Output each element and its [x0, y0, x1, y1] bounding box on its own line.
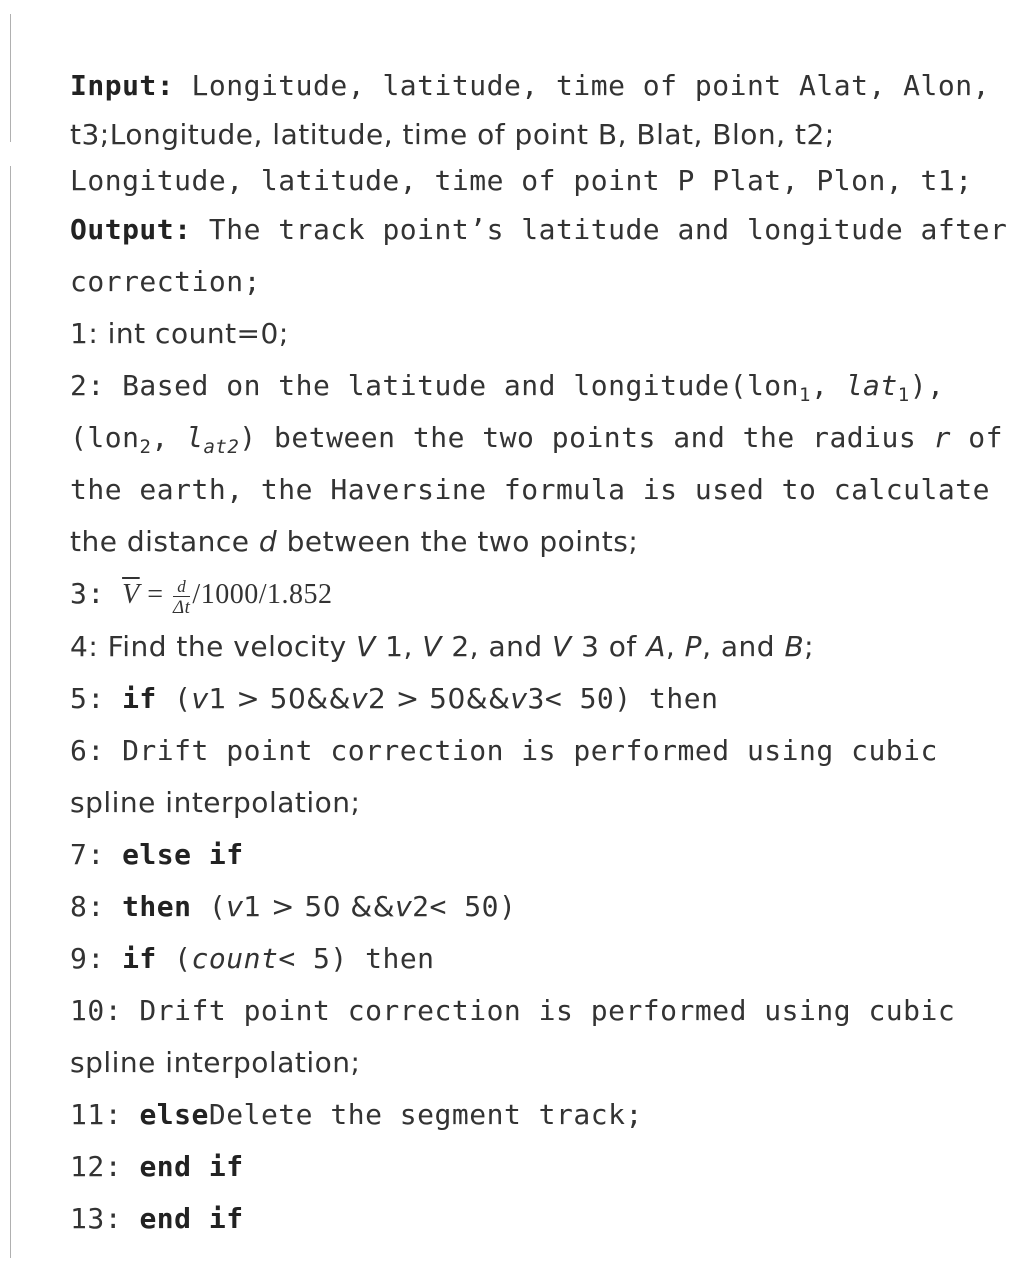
step-5-if: if [122, 682, 157, 715]
step-2-sub-1: 1 [799, 384, 811, 406]
step-13-num: 13: [70, 1202, 140, 1235]
step-6-line-2 [70, 777, 1015, 829]
step-7 [70, 829, 1015, 881]
step-12-kw: end if [139, 1150, 244, 1183]
step-4-B: B [784, 630, 805, 663]
step-8-kw: then [122, 890, 192, 923]
input-text-3: Longitude, latitude, time of point P Plat, Plon, t1; [70, 164, 973, 197]
step-8-num: 8: [70, 890, 123, 923]
step-2b-rest: ) between the two points and the radius [239, 421, 934, 454]
left-border-top [10, 14, 11, 142]
step-11-num: 11: [70, 1098, 140, 1131]
step-2b-open: (lon [70, 421, 140, 454]
step-8-v2: v [395, 890, 413, 923]
step-8-v1: v [226, 890, 244, 923]
step-4-A: A [646, 630, 666, 663]
step-3-eq: = [139, 579, 171, 610]
output-text-2: correction; [70, 265, 261, 298]
step-5-v2: v [350, 682, 369, 715]
step-5-d: 3< 50) then [527, 682, 719, 715]
step-4-a: 4: Find the velocity [70, 630, 357, 663]
step-3-frac-num: d [173, 578, 190, 597]
output-label: Output: [70, 213, 192, 246]
step-4-v2: V [422, 630, 442, 663]
step-2-text-a: 2: Based on the latitude and longitude(lon [70, 369, 800, 402]
step-11 [70, 1089, 1015, 1141]
step-2d-b: between the two points; [277, 525, 639, 558]
step-10b: spline interpolation; [70, 1046, 361, 1079]
step-8-c: 2< 50) [412, 890, 517, 923]
output-text-1: The track point’s latitude and longitude after [191, 213, 1008, 246]
step-7-kw: else if [122, 838, 244, 871]
step-4-f: , and [702, 630, 785, 663]
step-5-b: 1 > 50&& [208, 682, 351, 715]
step-4-P: P [684, 630, 703, 663]
step-12 [70, 1141, 1015, 1193]
step-2-line-1 [70, 360, 1015, 412]
step-5-v3: v [510, 682, 528, 715]
output-line-1 [70, 204, 1015, 256]
step-4-c: 2, and [441, 630, 553, 663]
input-line-3 [70, 158, 1015, 204]
step-3-rest: /1000/1.852 [192, 579, 333, 610]
step-9-b: < 5) then [278, 942, 435, 975]
step-13-kw: end if [139, 1202, 244, 1235]
step-6-line-1 [70, 725, 1015, 777]
step-4-e: , [665, 630, 685, 663]
input-line-1 [70, 60, 1015, 112]
input-text-1: Longitude, latitude, time of point Alat, Alon, [174, 69, 990, 102]
step-11-kw: else [139, 1098, 209, 1131]
step-5 [70, 673, 1015, 725]
step-3-num: 3: [70, 577, 123, 610]
step-8 [70, 881, 1015, 933]
step-4 [70, 621, 1015, 673]
step-9-a: ( [156, 942, 192, 975]
step-1-text: 1: int count=0; [70, 317, 289, 350]
step-3-fraction [173, 578, 190, 617]
left-border-bottom [10, 166, 11, 1258]
step-6a: 6: Drift point correction is performed using cubic [70, 734, 938, 767]
step-2-lat: lat [845, 369, 898, 402]
step-4-b: 1, [375, 630, 423, 663]
step-8-a: ( [191, 890, 227, 923]
step-2b-r: r [933, 421, 951, 454]
step-10-line-1 [70, 985, 1015, 1037]
step-4-d: 3 of [571, 630, 647, 663]
step-4-v3: V [552, 630, 572, 663]
step-10-line-2 [70, 1037, 1015, 1089]
step-2-line-4 [70, 516, 1015, 568]
step-8-b: 1 > 50 && [243, 890, 396, 923]
step-2-sub-2: 1 [897, 384, 910, 406]
step-2d-d: d [258, 525, 278, 558]
input-line-2 [70, 112, 1015, 158]
step-9 [70, 933, 1015, 985]
step-3 [70, 568, 1015, 621]
step-3-v-bar: $\overline{V}$ [122, 579, 140, 610]
step-9-kw: if [122, 942, 157, 975]
step-2b-of: of [950, 421, 1004, 454]
step-9-num: 9: [70, 942, 123, 975]
step-2b-sub-1: 2 [139, 436, 152, 458]
step-5-num: 5: [70, 682, 123, 715]
step-6b: spline interpolation; [70, 786, 361, 819]
step-5-a: ( [156, 682, 192, 715]
step-1 [70, 308, 1015, 360]
step-7-num: 7: [70, 838, 123, 871]
step-2c-text: the earth, the Haversine formula is used to calculate [70, 473, 990, 506]
step-2-line-3 [70, 464, 1015, 516]
step-10a: 10: Drift point correction is performed using cubic [70, 994, 956, 1027]
step-2-end: ), [909, 369, 945, 402]
output-line-2 [70, 256, 1015, 308]
step-11-rest: Delete the segment track; [208, 1098, 643, 1131]
step-12-num: 12: [70, 1150, 140, 1183]
step-2b-l: l [186, 421, 204, 454]
step-2-line-2 [70, 412, 1015, 464]
step-13 [70, 1193, 1015, 1245]
step-2b-comma: , [151, 421, 187, 454]
step-4-g: ; [804, 630, 815, 663]
step-9-count: count [191, 942, 279, 975]
step-3-frac-den: Δt [172, 597, 191, 618]
step-2-comma: , [810, 369, 846, 402]
step-2b-sub-2: at2 [203, 436, 240, 458]
step-5-v1: v [191, 682, 209, 715]
input-text-2: t3;Longitude, latitude, time of point B, Blat, Blon, t2; [70, 118, 835, 151]
step-5-c: 2 > 50&& [368, 682, 511, 715]
algorithm-block [70, 60, 1015, 1245]
step-2d-a: the distance [70, 525, 259, 558]
step-4-v1: V [356, 630, 376, 663]
input-label: Input: [70, 69, 175, 102]
